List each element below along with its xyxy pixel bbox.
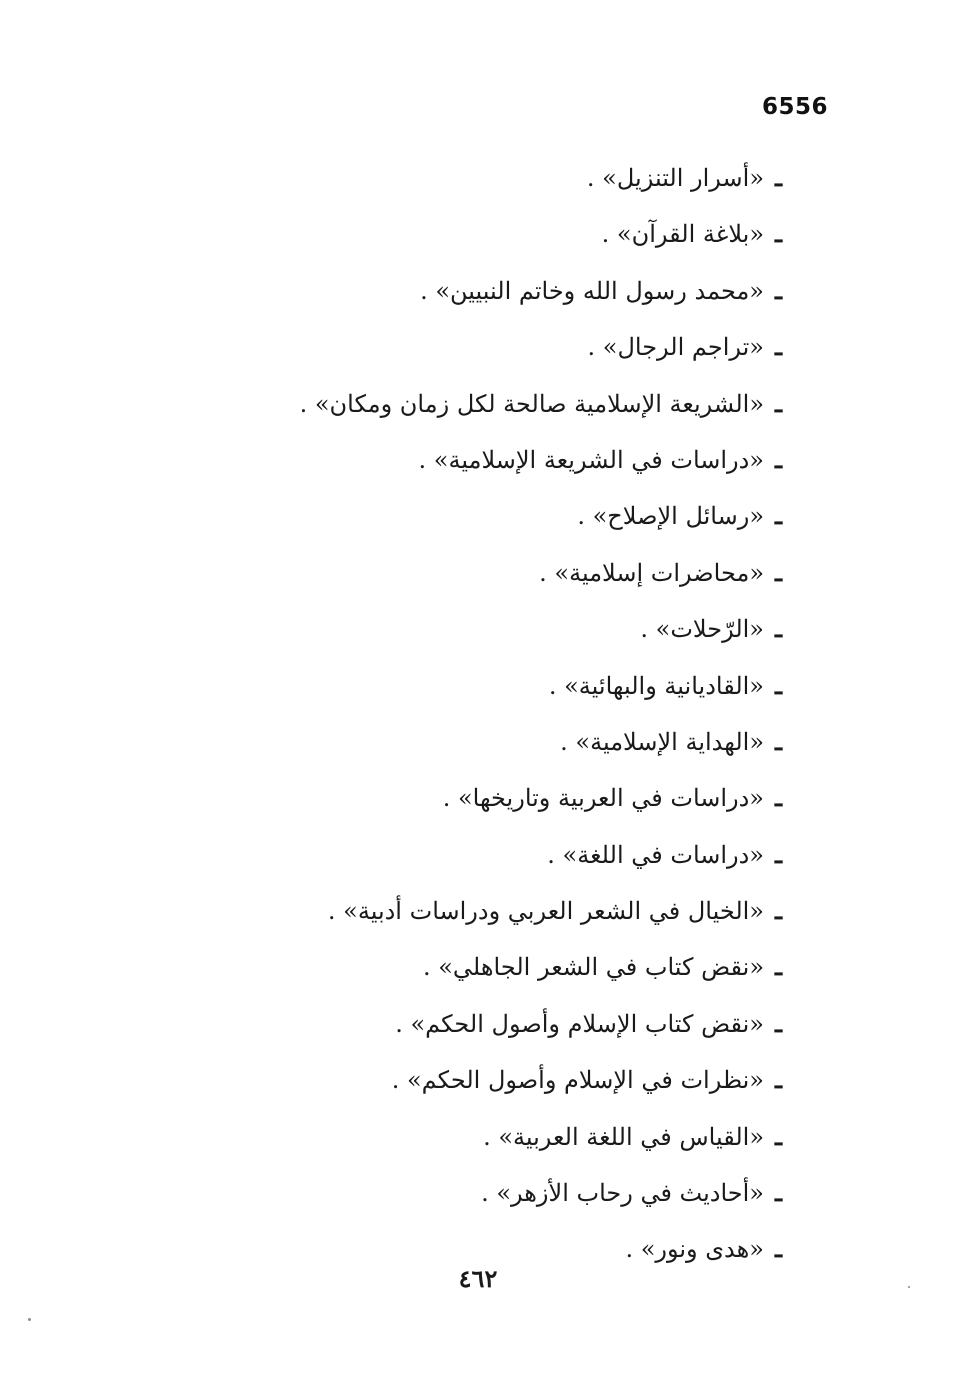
list-item-text: «محمد رسول الله وخاتم النبيين» .	[420, 276, 764, 305]
list-bullet: ـ	[774, 332, 782, 362]
list-bullet: ـ	[774, 670, 782, 700]
list-item	[62, 488, 782, 544]
list-item-text: «دراسات في اللغة» .	[547, 840, 764, 869]
list-item	[62, 601, 782, 657]
list-item	[62, 883, 782, 939]
list-item	[62, 996, 782, 1052]
list-item	[62, 770, 782, 826]
list-item	[62, 432, 782, 488]
list-bullet: ـ	[774, 1008, 782, 1038]
list-item	[62, 1109, 782, 1165]
list-item	[62, 1165, 782, 1221]
list-bullet: ـ	[774, 275, 782, 305]
list-item	[62, 714, 782, 770]
list-item-text: «الخيال في الشعر العربي ودراسات أدبية» .	[327, 897, 764, 926]
list-item	[62, 545, 782, 601]
list-item-text: «نقض كتاب الإسلام وأصول الحكم» .	[395, 1009, 764, 1038]
list-bullet: ـ	[774, 726, 782, 756]
list-bullet: ـ	[774, 1234, 782, 1264]
list-bullet: ـ	[774, 444, 782, 474]
list-item-text: «الشريعة الإسلامية صالحة لكل زمان ومكان» .	[299, 389, 764, 418]
list-item-text: «هدى ونور» .	[625, 1235, 764, 1264]
list-item	[62, 263, 782, 319]
list-bullet: ـ	[774, 557, 782, 587]
list-bullet: ـ	[774, 163, 782, 192]
scan-speck	[908, 1286, 910, 1288]
folio-number: 6556	[761, 94, 828, 120]
list-bullet: ـ	[774, 896, 782, 926]
list-item-text: «نقض كتاب في الشعر الجاهلي» .	[422, 953, 764, 982]
list-item-text: «رسائل الإصلاح» .	[577, 502, 764, 531]
list-item-text: «تراجم الرجال» .	[587, 333, 764, 362]
list-item-text: «القياس في اللغة العربية» .	[483, 1122, 764, 1151]
list-bullet: ـ	[774, 501, 782, 531]
list-item-text: «أسرار التنزيل» .	[586, 164, 764, 192]
list-bullet: ـ	[774, 839, 782, 869]
list-item	[62, 658, 782, 714]
list-item	[62, 319, 782, 375]
list-item-text: «القاديانية والبهائية» .	[548, 671, 764, 700]
works-list	[62, 150, 782, 1278]
list-bullet: ـ	[774, 388, 782, 418]
list-item	[62, 827, 782, 883]
list-item-text: «دراسات في العربية وتاريخها» .	[442, 784, 764, 813]
list-bullet: ـ	[774, 1178, 782, 1208]
list-item	[62, 206, 782, 262]
list-bullet: ـ	[774, 614, 782, 644]
list-bullet: ـ	[774, 219, 782, 249]
list-item-text: «الهداية الإسلامية» .	[560, 727, 764, 756]
list-item-text: «دراسات في الشريعة الإسلامية» .	[418, 445, 764, 474]
list-item-text: «بلاغة القرآن» .	[601, 220, 764, 249]
page-number: ٤٦٢	[458, 1264, 498, 1293]
scan-speck	[28, 1318, 31, 1321]
list-bullet: ـ	[774, 1121, 782, 1151]
list-item-text: «محاضرات إسلامية» .	[539, 558, 764, 587]
list-bullet: ـ	[774, 783, 782, 813]
list-item-text: «نظرات في الإسلام وأصول الحكم» .	[391, 1066, 764, 1095]
list-item-text: «أحاديث في رحاب الأزهر» .	[481, 1179, 764, 1208]
list-item-text: «الرّحلات» .	[640, 615, 764, 644]
list-bullet: ـ	[774, 1065, 782, 1095]
list-item	[62, 376, 782, 432]
list-item	[62, 1052, 782, 1108]
list-item	[62, 150, 782, 206]
list-bullet: ـ	[774, 952, 782, 982]
list-item	[62, 939, 782, 995]
